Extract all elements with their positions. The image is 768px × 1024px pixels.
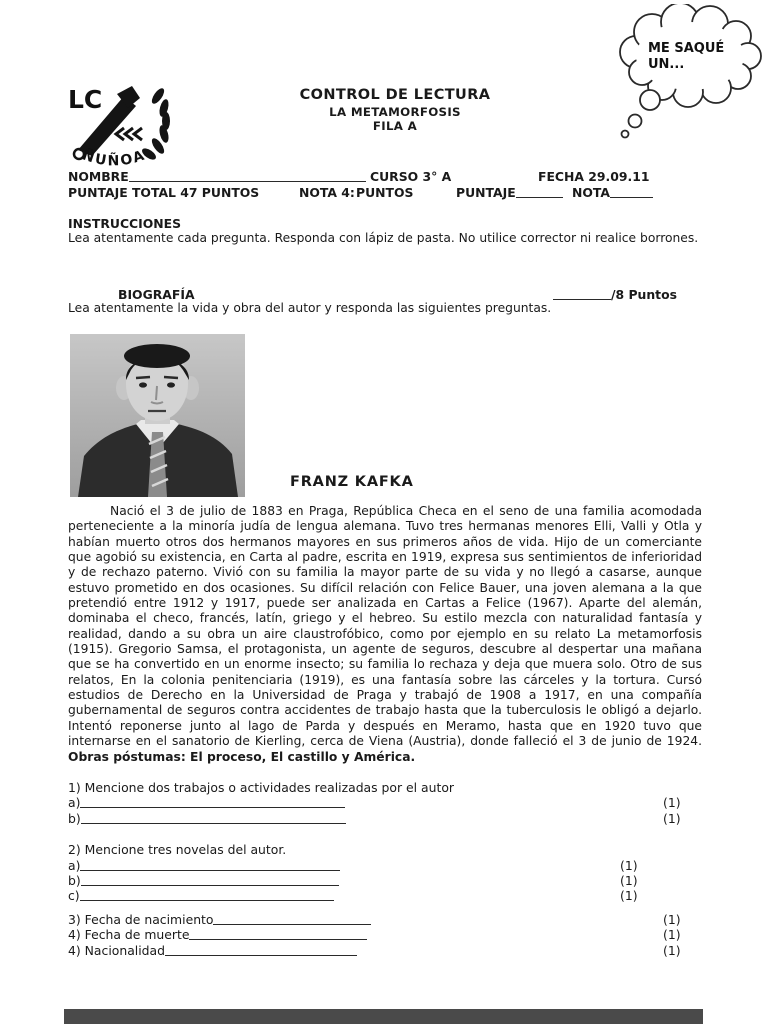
instructions-section [68, 216, 702, 246]
answer-blank-line [81, 874, 339, 886]
question-2a-row [68, 858, 702, 873]
question-5-row [68, 943, 702, 958]
cloud-fill [636, 22, 744, 90]
question-5-label: 4) Nacionalidad [68, 942, 166, 958]
bubble-text-line1: ME SAQUÉ [648, 41, 725, 56]
question-1-label: 1) Mencione dos trabajos o actividades realizadas por el autor [68, 780, 455, 795]
puntaje-blank-line [516, 186, 563, 198]
answer-blank-line [165, 944, 357, 956]
item-letter: b) [68, 810, 81, 826]
answer-blank-line [213, 913, 371, 925]
points-badge: (1) [663, 911, 681, 927]
nombre-field [68, 169, 366, 184]
question-2b-row [68, 873, 702, 888]
answer-blank-line [81, 812, 346, 824]
logo-initials: LC [68, 85, 103, 114]
document-header [68, 86, 722, 133]
biography-text [68, 504, 702, 765]
points-badge: (1) [620, 857, 638, 873]
biography-title: BIOGRAFÍA [118, 287, 195, 302]
question-1a-row [68, 795, 702, 810]
eye-left [139, 382, 147, 387]
question-4-row [68, 927, 702, 942]
puntaje-label: PUNTAJE [456, 185, 516, 200]
biography-points [553, 287, 677, 302]
points-badge: (1) [620, 872, 638, 888]
puntos-label: PUNTOS [356, 185, 414, 200]
bubble-text-line2: UN... [648, 57, 685, 72]
page-subtitle: LA METAMORFOSIS [329, 105, 461, 119]
answer-blank-line [80, 889, 334, 901]
nota-blank-line [610, 186, 653, 198]
page-separator-bar [64, 1009, 703, 1024]
points-badge: (1) [663, 795, 681, 811]
points-label: /8 Puntos [611, 287, 677, 302]
puntaje-field [456, 185, 563, 200]
question-2-label: 2) Mencione tres novelas del autor. [68, 842, 287, 858]
item-letter: c) [68, 888, 80, 904]
instructions-body: Lea atentamente cada pregunta. Responda con lápiz de pasta. No utilice corrector ni realice borrones. [68, 231, 699, 245]
author-name: FRANZ KAFKA [290, 474, 414, 490]
questions-section [68, 780, 702, 958]
kafka-photo [70, 334, 245, 497]
eye-right [167, 382, 175, 387]
logo-city-label: ÑUÑOA [80, 147, 149, 170]
points-badge: (1) [663, 942, 681, 958]
meta-row-2 [68, 185, 702, 201]
question-2c-row [68, 888, 702, 903]
item-letter: a) [68, 857, 81, 873]
item-letter: b) [68, 872, 81, 888]
curso-label: CURSO 3° A [370, 169, 452, 184]
answer-blank-line [80, 796, 345, 808]
fecha-label: FECHA 29.09.11 [538, 169, 650, 184]
row-label: FILA A [372, 119, 418, 133]
biography-postumas: Obras póstumas: El proceso, El castillo y América. [68, 749, 416, 764]
question-3-label: 3) Fecha de nacimiento [68, 911, 214, 927]
answer-blank-line [189, 928, 367, 940]
svg-text:ÑUÑOA [80, 146, 148, 169]
points-badge: (1) [620, 888, 638, 904]
points-blank-line [553, 288, 611, 300]
answer-blank-line [80, 859, 340, 871]
puntaje-total-label: PUNTAJE TOTAL 47 PUNTOS [68, 185, 260, 200]
meta-row-1 [68, 169, 702, 185]
item-letter: a) [68, 795, 81, 811]
biography-intro: Lea atentamente la vida y obra del autor y responda las siguientes preguntas. [68, 301, 552, 315]
nota4-label: NOTA 4: [299, 185, 355, 200]
nombre-blank-line [129, 170, 366, 182]
nombre-label: NOMBRE [68, 169, 129, 184]
nota-label: NOTA [572, 185, 610, 200]
biography-body: Nació el 3 de julio de 1883 en Praga, República Checa en el seno de una familia acomodada perteneciente a la minoría judía de lengua alemana. Tuvo tres hermanas menores Elli, Valli y Otla y habían muerto otros dos hermanos mayores en sus primeros años de vida. Hijo de un comerciante que agobió su existencia, en Carta al padre, escrita en 1919, expresa sus sentimientos de inferioridad y de rechazo paterno. Vivió con su familia la mayor parte de su vida y no llegó a casarse, aunque estuvo prometido en dos ocasiones. Su difícil relación con Felice Bauer, una joven alemana a la que pretendió entre 1912 y 1917, puede ser analizada en Cartas a Felice (1967). Aparte del alemán, dominaba el checo, francés, latín, griego y el hebreo. Su estilo mezcla con naturalidad fantasía y realidad, dando a su obra un aire claustrofóbico, como por ejemplo en su relato La metamorfosis (1915). Gregorio Samsa, el protagonista, un agente de seguros, descubre al despertar una mañana que se ha convertido en un enorme insecto; su familia lo rechaza y deja que muera solo. Otro de sus relatos, En la colonia penitenciaria (1919), es una fantasía sobre las cárceles y la tortura. Cursó estudios de Derecho en la Universidad de Praga y trabajó de 1908 a 1917, en una compañía gubernamental de seguros contra accidentes de trabajo hasta que la tuberculosis le obligó a dejarlo. Intentó reponerse junto al lago de Parda y después en Meramo, hasta que en 1920 tuvo que internarse en el sanatorio de Kierling, cerca de Viena (Austria), donde falleció el 3 de junio de 1924. [68, 504, 702, 749]
points-badge: (1) [663, 927, 681, 943]
points-badge: (1) [663, 810, 681, 826]
page-title: CONTROL DE LECTURA [299, 87, 491, 103]
question-4-label: 4) Fecha de muerte [68, 927, 190, 943]
instructions-title: INSTRUCCIONES [68, 216, 182, 231]
hair-top [124, 344, 190, 368]
question-3-row [68, 912, 702, 927]
nota-field [572, 185, 653, 200]
question-1b-row [68, 811, 702, 826]
